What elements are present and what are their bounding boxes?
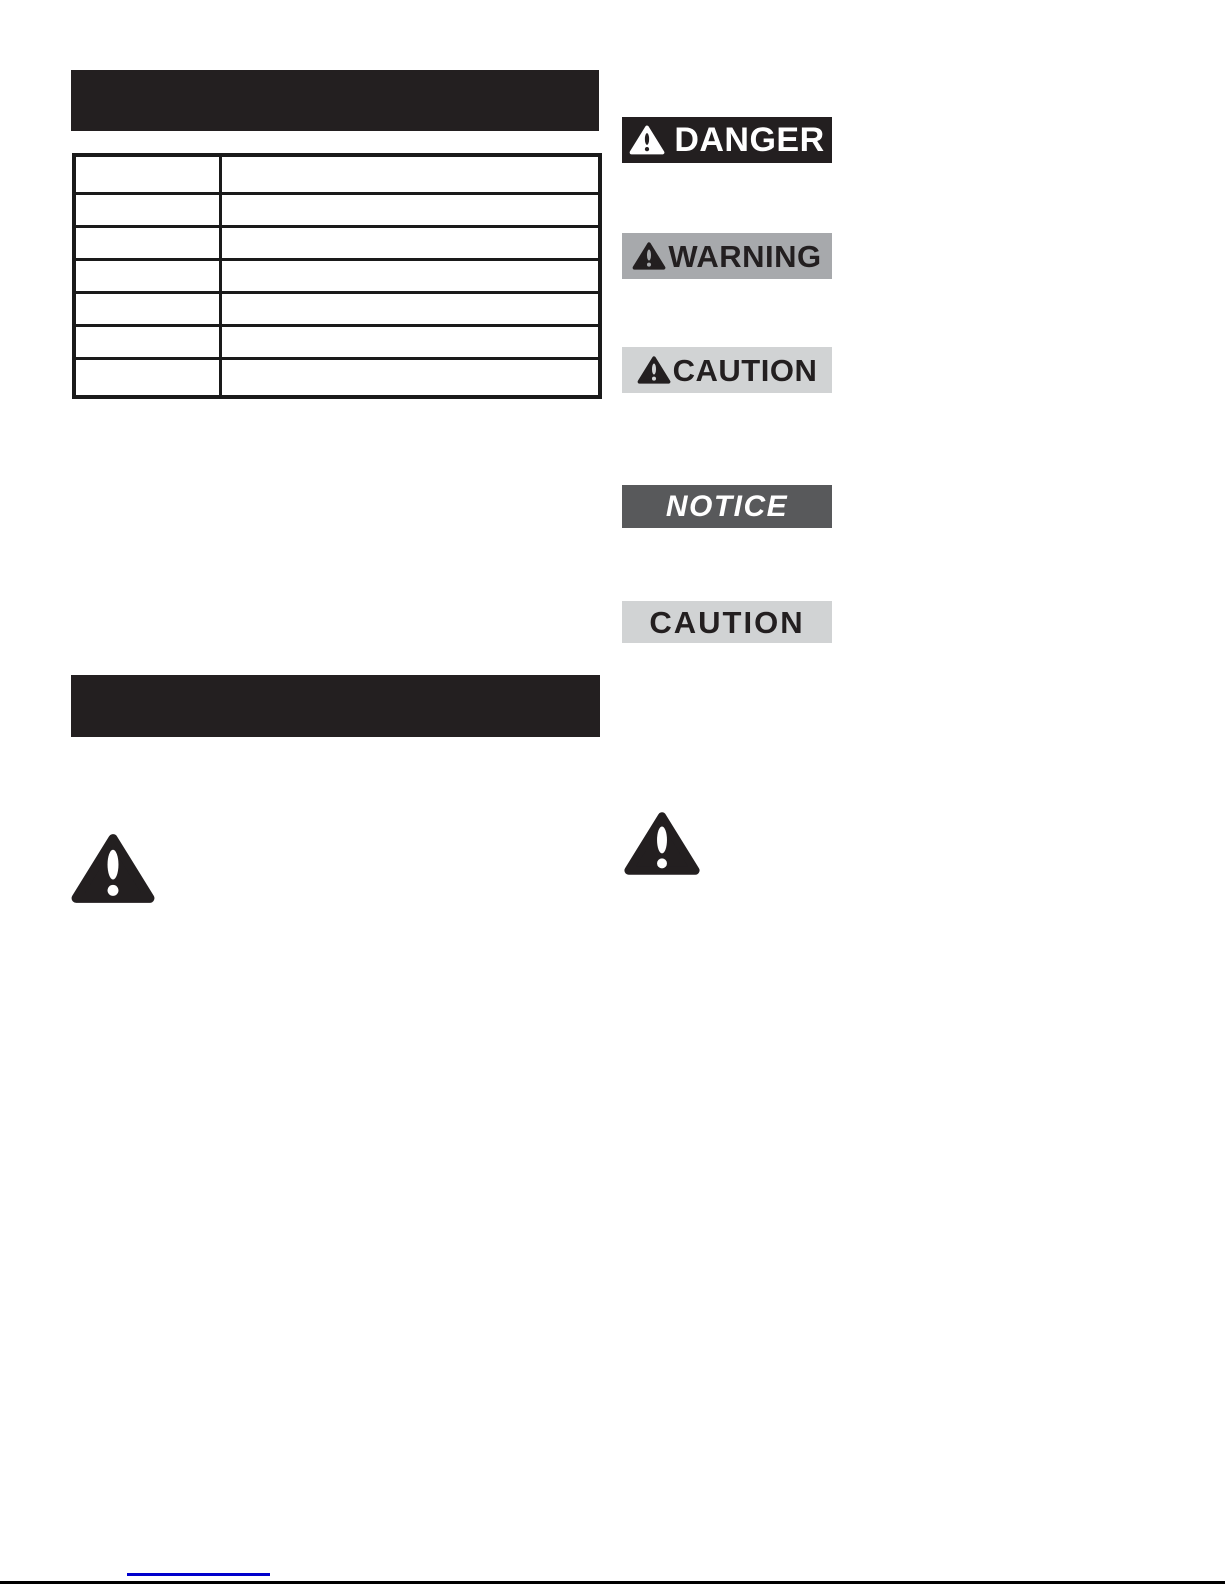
table-cell	[74, 155, 220, 194]
table-cell	[74, 227, 220, 260]
caution-plain-label-text: CAUTION	[649, 604, 805, 640]
table-cell	[74, 194, 220, 227]
table-row	[74, 326, 600, 359]
table-cell	[220, 293, 600, 326]
table-row	[74, 155, 600, 194]
alert-triangle-icon	[623, 809, 701, 878]
caution-label-text: CAUTION	[672, 352, 818, 388]
table-cell	[74, 293, 220, 326]
warning-label	[622, 233, 832, 279]
footer-rule	[0, 1581, 1225, 1584]
table-cell	[220, 155, 600, 194]
table-cell	[220, 260, 600, 293]
footer-link-underline[interactable]	[127, 1573, 270, 1576]
table-cell	[220, 227, 600, 260]
table-row	[74, 227, 600, 260]
table-row	[74, 359, 600, 398]
table-cell	[220, 359, 600, 398]
table-row	[74, 293, 600, 326]
section-header-bar-bottom	[71, 675, 600, 737]
table-row	[74, 260, 600, 293]
table-cell	[220, 194, 600, 227]
warning-triangle-icon	[632, 241, 666, 271]
danger-label	[622, 117, 832, 163]
danger-label-text: DANGER	[674, 121, 825, 159]
table-cell	[74, 359, 220, 398]
notice-label-text: NOTICE	[665, 489, 789, 523]
table-cell	[220, 326, 600, 359]
alert-triangle-icon	[70, 830, 156, 907]
spec-table	[72, 153, 602, 399]
warning-triangle-icon	[629, 124, 665, 156]
notice-label	[622, 485, 832, 528]
table-row	[74, 194, 600, 227]
warning-label-text: WARNING	[668, 238, 822, 274]
warning-triangle-icon	[637, 355, 671, 385]
caution-plain-label	[622, 601, 832, 643]
table-cell	[74, 326, 220, 359]
section-header-bar-top	[71, 70, 599, 131]
caution-label	[622, 347, 832, 393]
table-cell	[74, 260, 220, 293]
